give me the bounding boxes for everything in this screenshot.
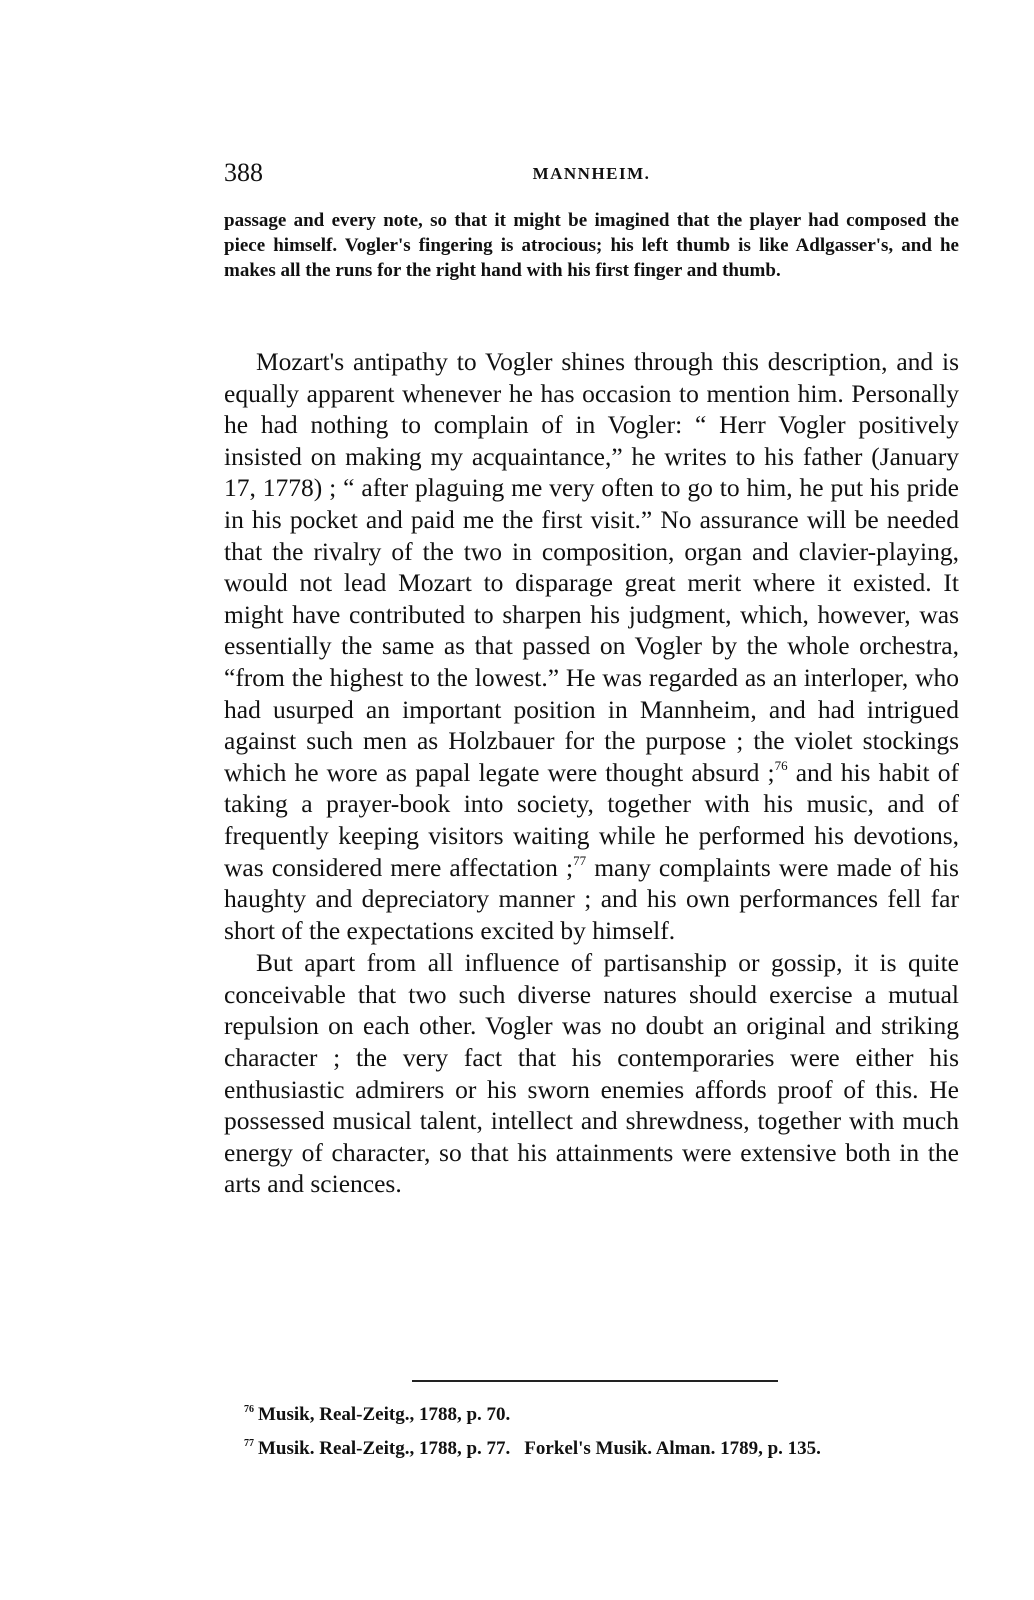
footnote-marker: 77	[244, 1438, 254, 1449]
footnote-text: Musik, Real-Zeitg., 1788, p. 70.	[258, 1404, 511, 1425]
running-head: MANNHEIM.	[532, 164, 651, 183]
paragraph-1	[224, 346, 959, 946]
paragraph-1-part-1: Mozart's antipathy to Vogler shines through this description, and is equally apparent whenever he has occasion to mention him. Personally he had nothing to complain of in Vogler: “ Herr Vogler positively insisted on making my acquaintance,” he writes to his father (January 17, 1778) ; “ after plaguing me very often to go to him, he put his pride in his pocket and paid me the first visit.” No assurance will be needed that the rivalry of the two in composition, organ and clavier-playing, would not lead Mozart to disparage great merit where it existed. It might have contributed to sharpen his judgment, which, however, was essentially the same as that passed on Vogler by the whole orchestra, “from the highest to the lowest.” He was regarded as an interloper, who had usurped an important position in Mannheim, and had intrigued against such men as Holzbauer for the purpose ; the violet stockings which he wore as papal legate were thought absurd ;	[224, 347, 959, 787]
footnote-divider	[412, 1380, 778, 1382]
page-number: 388	[224, 158, 263, 187]
footnote-text: Musik. Real-Zeitg., 1788, p. 77.	[258, 1438, 511, 1459]
footnote-77	[244, 1432, 959, 1466]
footnote-text-secondary: Forkel's Musik. Alman. 1789, p. 135.	[524, 1438, 821, 1459]
paragraph-2: But apart from all influence of partisanship or gossip, it is quite conceivable that two such diverse natures should exercise a mutual repulsion on each other. Vogler was no doubt an original and striking character ; the very fact that his contemporaries were either his enthusiastic admirers or his sworn enemies affords proof of this. He possessed musical talent, intellect and shrewdness, together with much energy of character, so that his attainments were extensive both in the arts and sciences.	[224, 948, 959, 1199]
paragraph-1-part-2: and his habit of taking a prayer-book into society, together with his music, and of frequently keeping visitors waiting while he performed his devotions, was considered mere affectation ;	[224, 757, 960, 882]
footnotes	[244, 1398, 959, 1466]
quoted-passage: passage and every note, so that it might be imagined that the player had composed the piece himself. Vogler's fingering is atrocious; his left thumb is like Adlgasser's, and he makes all the runs for the right hand with his first finger and thumb.	[224, 210, 959, 281]
footnote-marker: 76	[244, 1404, 254, 1415]
footnote-76	[244, 1398, 959, 1432]
paragraph-1-part-3: many complaints were made of his haughty and depreciatory manner ; and his own performances fell far short of the expectations excited by himself.	[224, 852, 959, 945]
page-header	[224, 158, 959, 194]
footnote-ref-77: 77	[573, 852, 587, 868]
footnote-ref-76: 76	[774, 757, 788, 773]
main-text	[224, 346, 959, 1200]
